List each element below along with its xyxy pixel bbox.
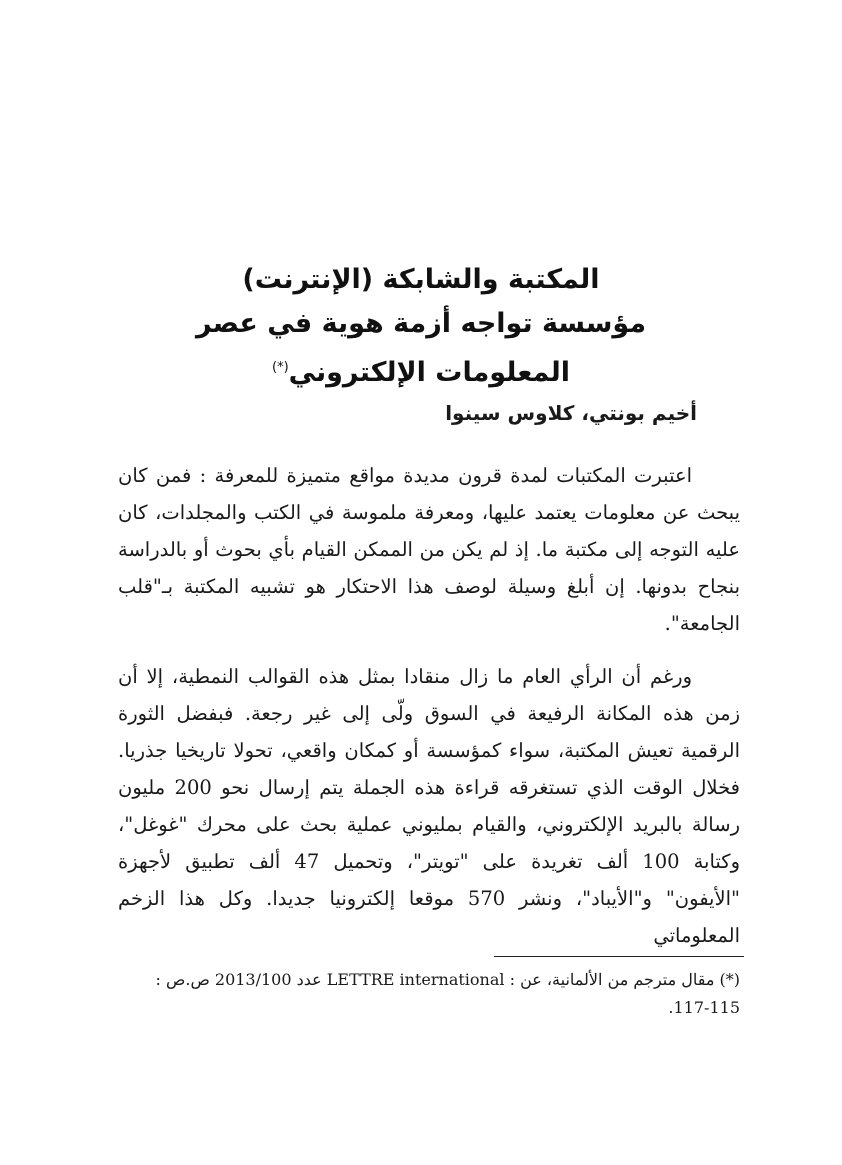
paragraph-1-text: اعتبرت المكتبات لمدة قرون مديدة مواقع متميزة للمعرفة : فمن كان يبحث عن معلومات يعتمد عليها، ومعرفة ملموسة في الكتب والمجلدات، كان عليه التوجه إلى مكتبة ما. إذ لم يكن من الممكن القيام بأي بحوث أو بالدراسة بنجاح بدونها. إن أبلغ وسيلة لوصف هذا الاحتكار هو تشبيه المكتبة بـ"قلب الجامعة".	[118, 464, 740, 635]
authors: أخيم بونتي، كلاوس سينوا	[445, 401, 697, 425]
title-line-2: مؤسسة تواجه أزمة هوية في عصر	[195, 308, 647, 339]
title-line-1: المكتبة والشابكة (الإنترنت)	[242, 264, 600, 295]
title-line-3	[0, 346, 842, 390]
paragraph-2	[118, 658, 740, 954]
footnote: (*) مقال مترجم من الألمانية، عن : LETTRE international عدد 2013/100 ص.ص : 115-117.	[155, 970, 740, 1017]
paragraph-2-text: ورغم أن الرأي العام ما زال منقادا بمثل هذه القوالب النمطية، إلا أن زمن هذه المكانة الرفيعة في السوق ولّى إلى غير رجعة. فبفضل الثورة الرقمية تعيش المكتبة، سواء كمؤسسة أو كمكان واقعي، تحولا تاريخيا جذريا. فخلال الوقت الذي تستغرقه قراءة هذه الجملة يتم إرسال نحو 200 مليون رسالة بالبريد الإلكتروني، والقيام بمليوني عملية بحث على محرك "غوغل"، وكتابة 100 ألف تغريدة على "تويتر"، وتحميل 47 ألف تطبيق لأجهزة "الأيفون" و"الأيباد"، ونشر 570 موقعا إلكترونيا جديدا. وكل هذا الزخم المعلوماتي	[118, 665, 741, 947]
paragraph-1	[118, 457, 740, 642]
article-title	[0, 258, 842, 390]
title-line-3-text: المعلومات الإلكتروني	[288, 357, 570, 388]
body-text	[118, 457, 740, 954]
footnote-separator	[494, 956, 744, 957]
title-footnote-marker: (*)	[272, 360, 289, 375]
